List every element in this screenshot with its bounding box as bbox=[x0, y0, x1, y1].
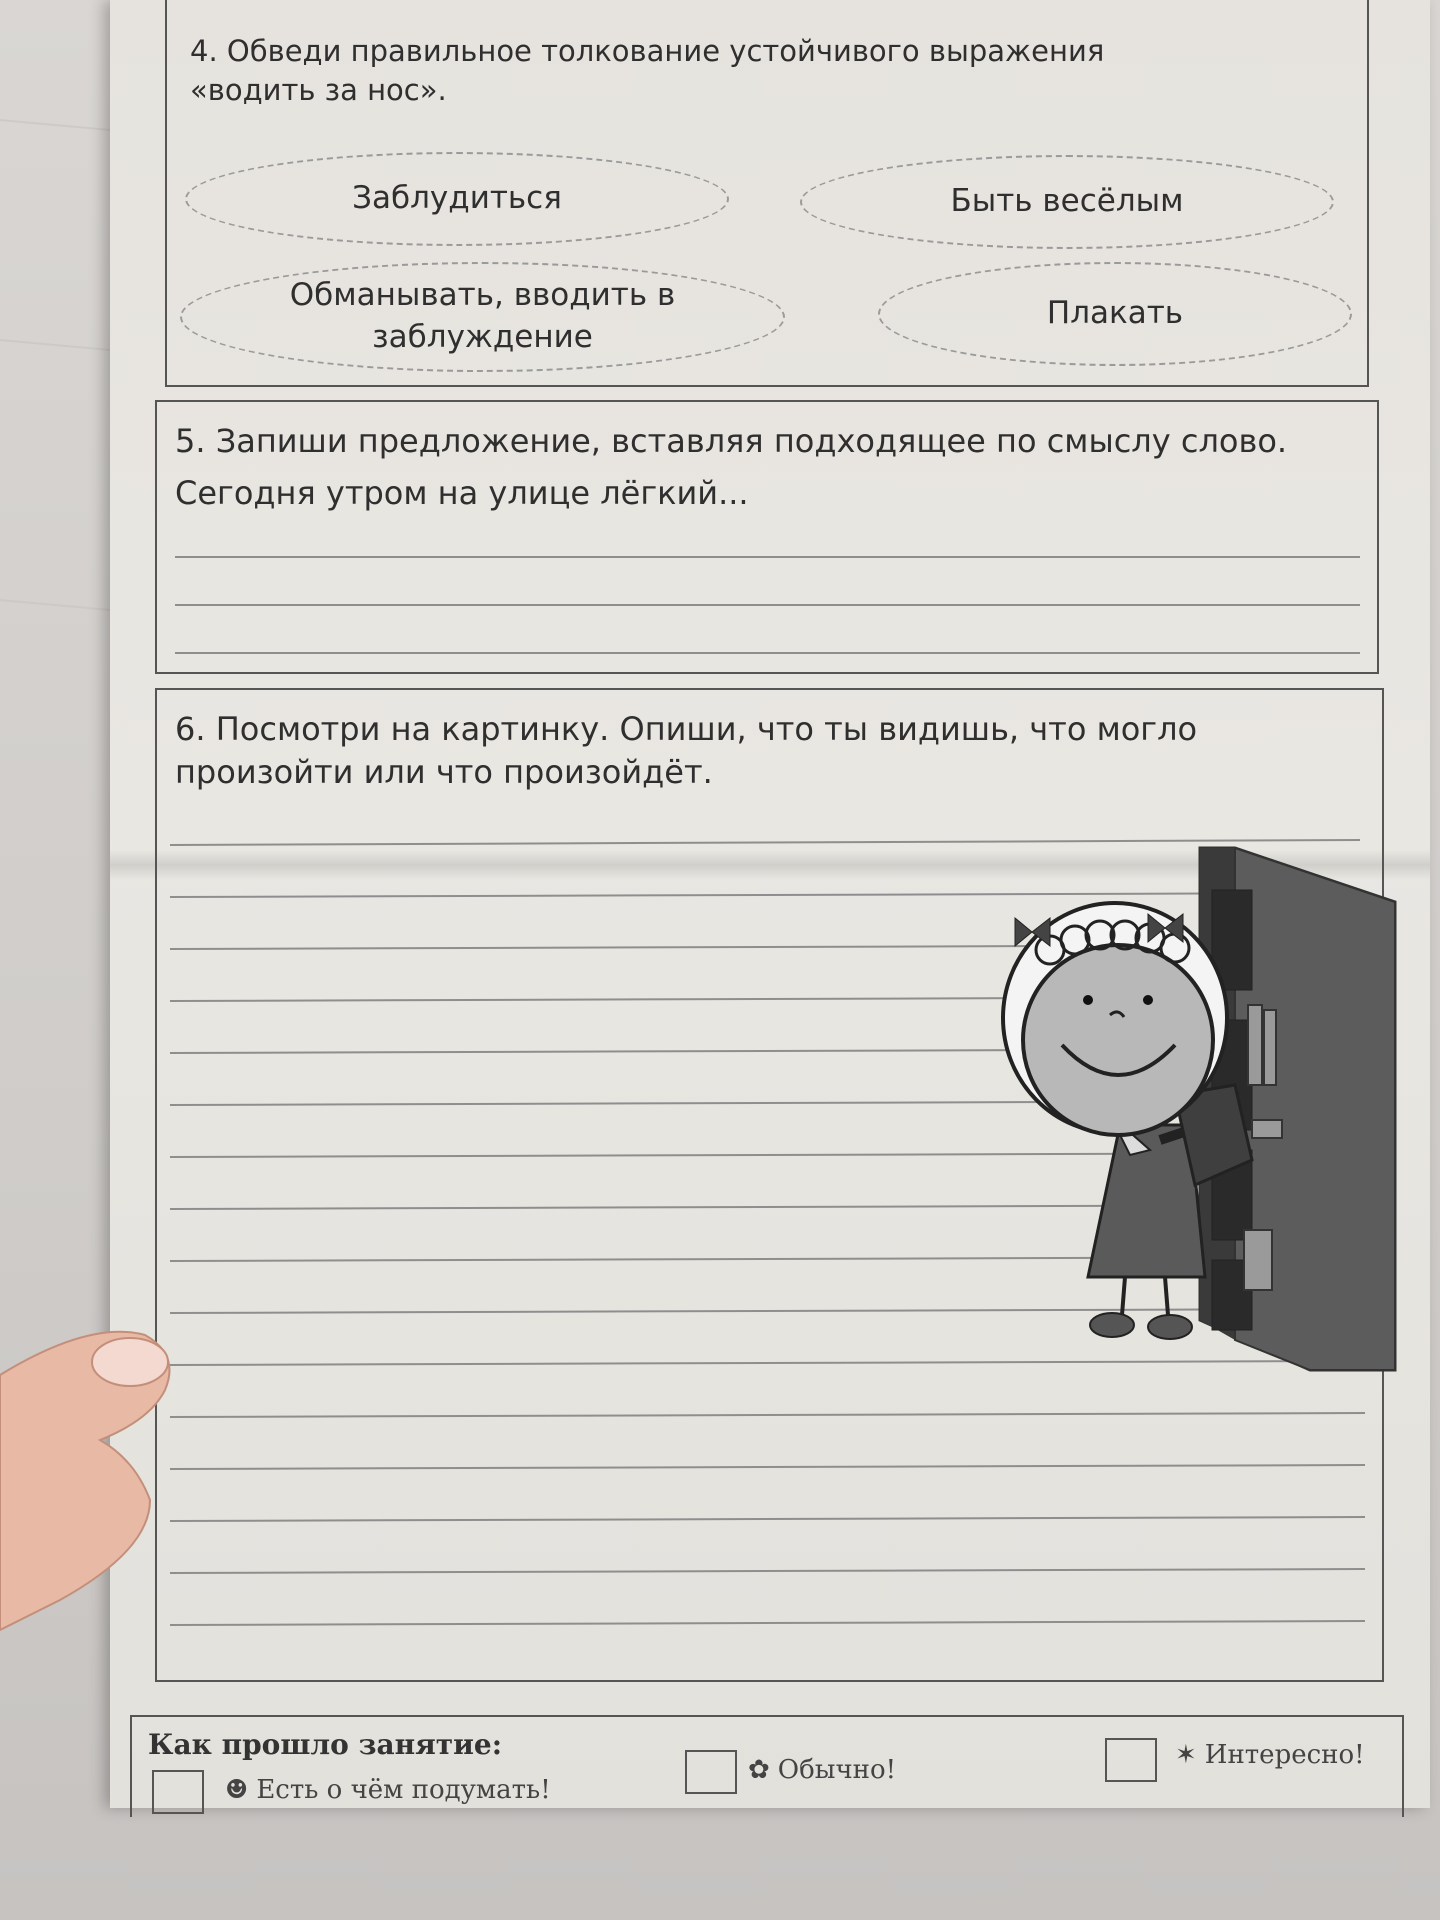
holding-thumb bbox=[0, 1300, 200, 1660]
checkbox-interesting[interactable] bbox=[1105, 1738, 1157, 1782]
task5-title: 5. Запиши предложение, вставляя подходящее по смыслу слово. bbox=[175, 422, 1288, 460]
task4-option-4[interactable]: Плакать bbox=[878, 262, 1352, 366]
task5-answer-line-1[interactable] bbox=[175, 556, 1360, 558]
footer-option-ordinary-label: Обычно! bbox=[777, 1755, 897, 1785]
task5-answer-line-2[interactable] bbox=[175, 604, 1360, 606]
checkbox-think[interactable] bbox=[152, 1770, 204, 1814]
footer-title: Как прошло занятие: bbox=[148, 1728, 503, 1761]
thinking-face-icon: ☻ bbox=[225, 1775, 249, 1805]
task5-sentence: Сегодня утром на улице лёгкий... bbox=[175, 474, 749, 512]
checkbox-ordinary[interactable] bbox=[685, 1750, 737, 1794]
footer-option-think-label: Есть о чём подумать! bbox=[256, 1775, 551, 1805]
girl-bookshelf-illustration bbox=[990, 840, 1410, 1380]
flower-icon: ✿ bbox=[748, 1755, 770, 1785]
task4-title: 4. Обведи правильное толкование устойчивого выражения «водить за нос». bbox=[190, 34, 1105, 108]
task4-option-1[interactable]: Заблудиться bbox=[185, 152, 729, 246]
star-figure-icon: ✶ bbox=[1175, 1740, 1197, 1770]
task4-option-3[interactable]: Обманывать, вводить в заблуждение bbox=[180, 262, 785, 372]
task5-answer-line-3[interactable] bbox=[175, 652, 1360, 654]
footer-option-ordinary bbox=[748, 1755, 896, 1785]
task6-title: 6. Посмотри на картинку. Опиши, что ты видишь, что могло произойти или что произойдёт. bbox=[175, 710, 1198, 792]
footer-option-interesting bbox=[1175, 1740, 1365, 1770]
footer-option-think bbox=[225, 1775, 551, 1805]
footer-option-interesting-label: Интересно! bbox=[1204, 1740, 1365, 1770]
task4-option-2[interactable]: Быть весёлым bbox=[800, 155, 1334, 249]
